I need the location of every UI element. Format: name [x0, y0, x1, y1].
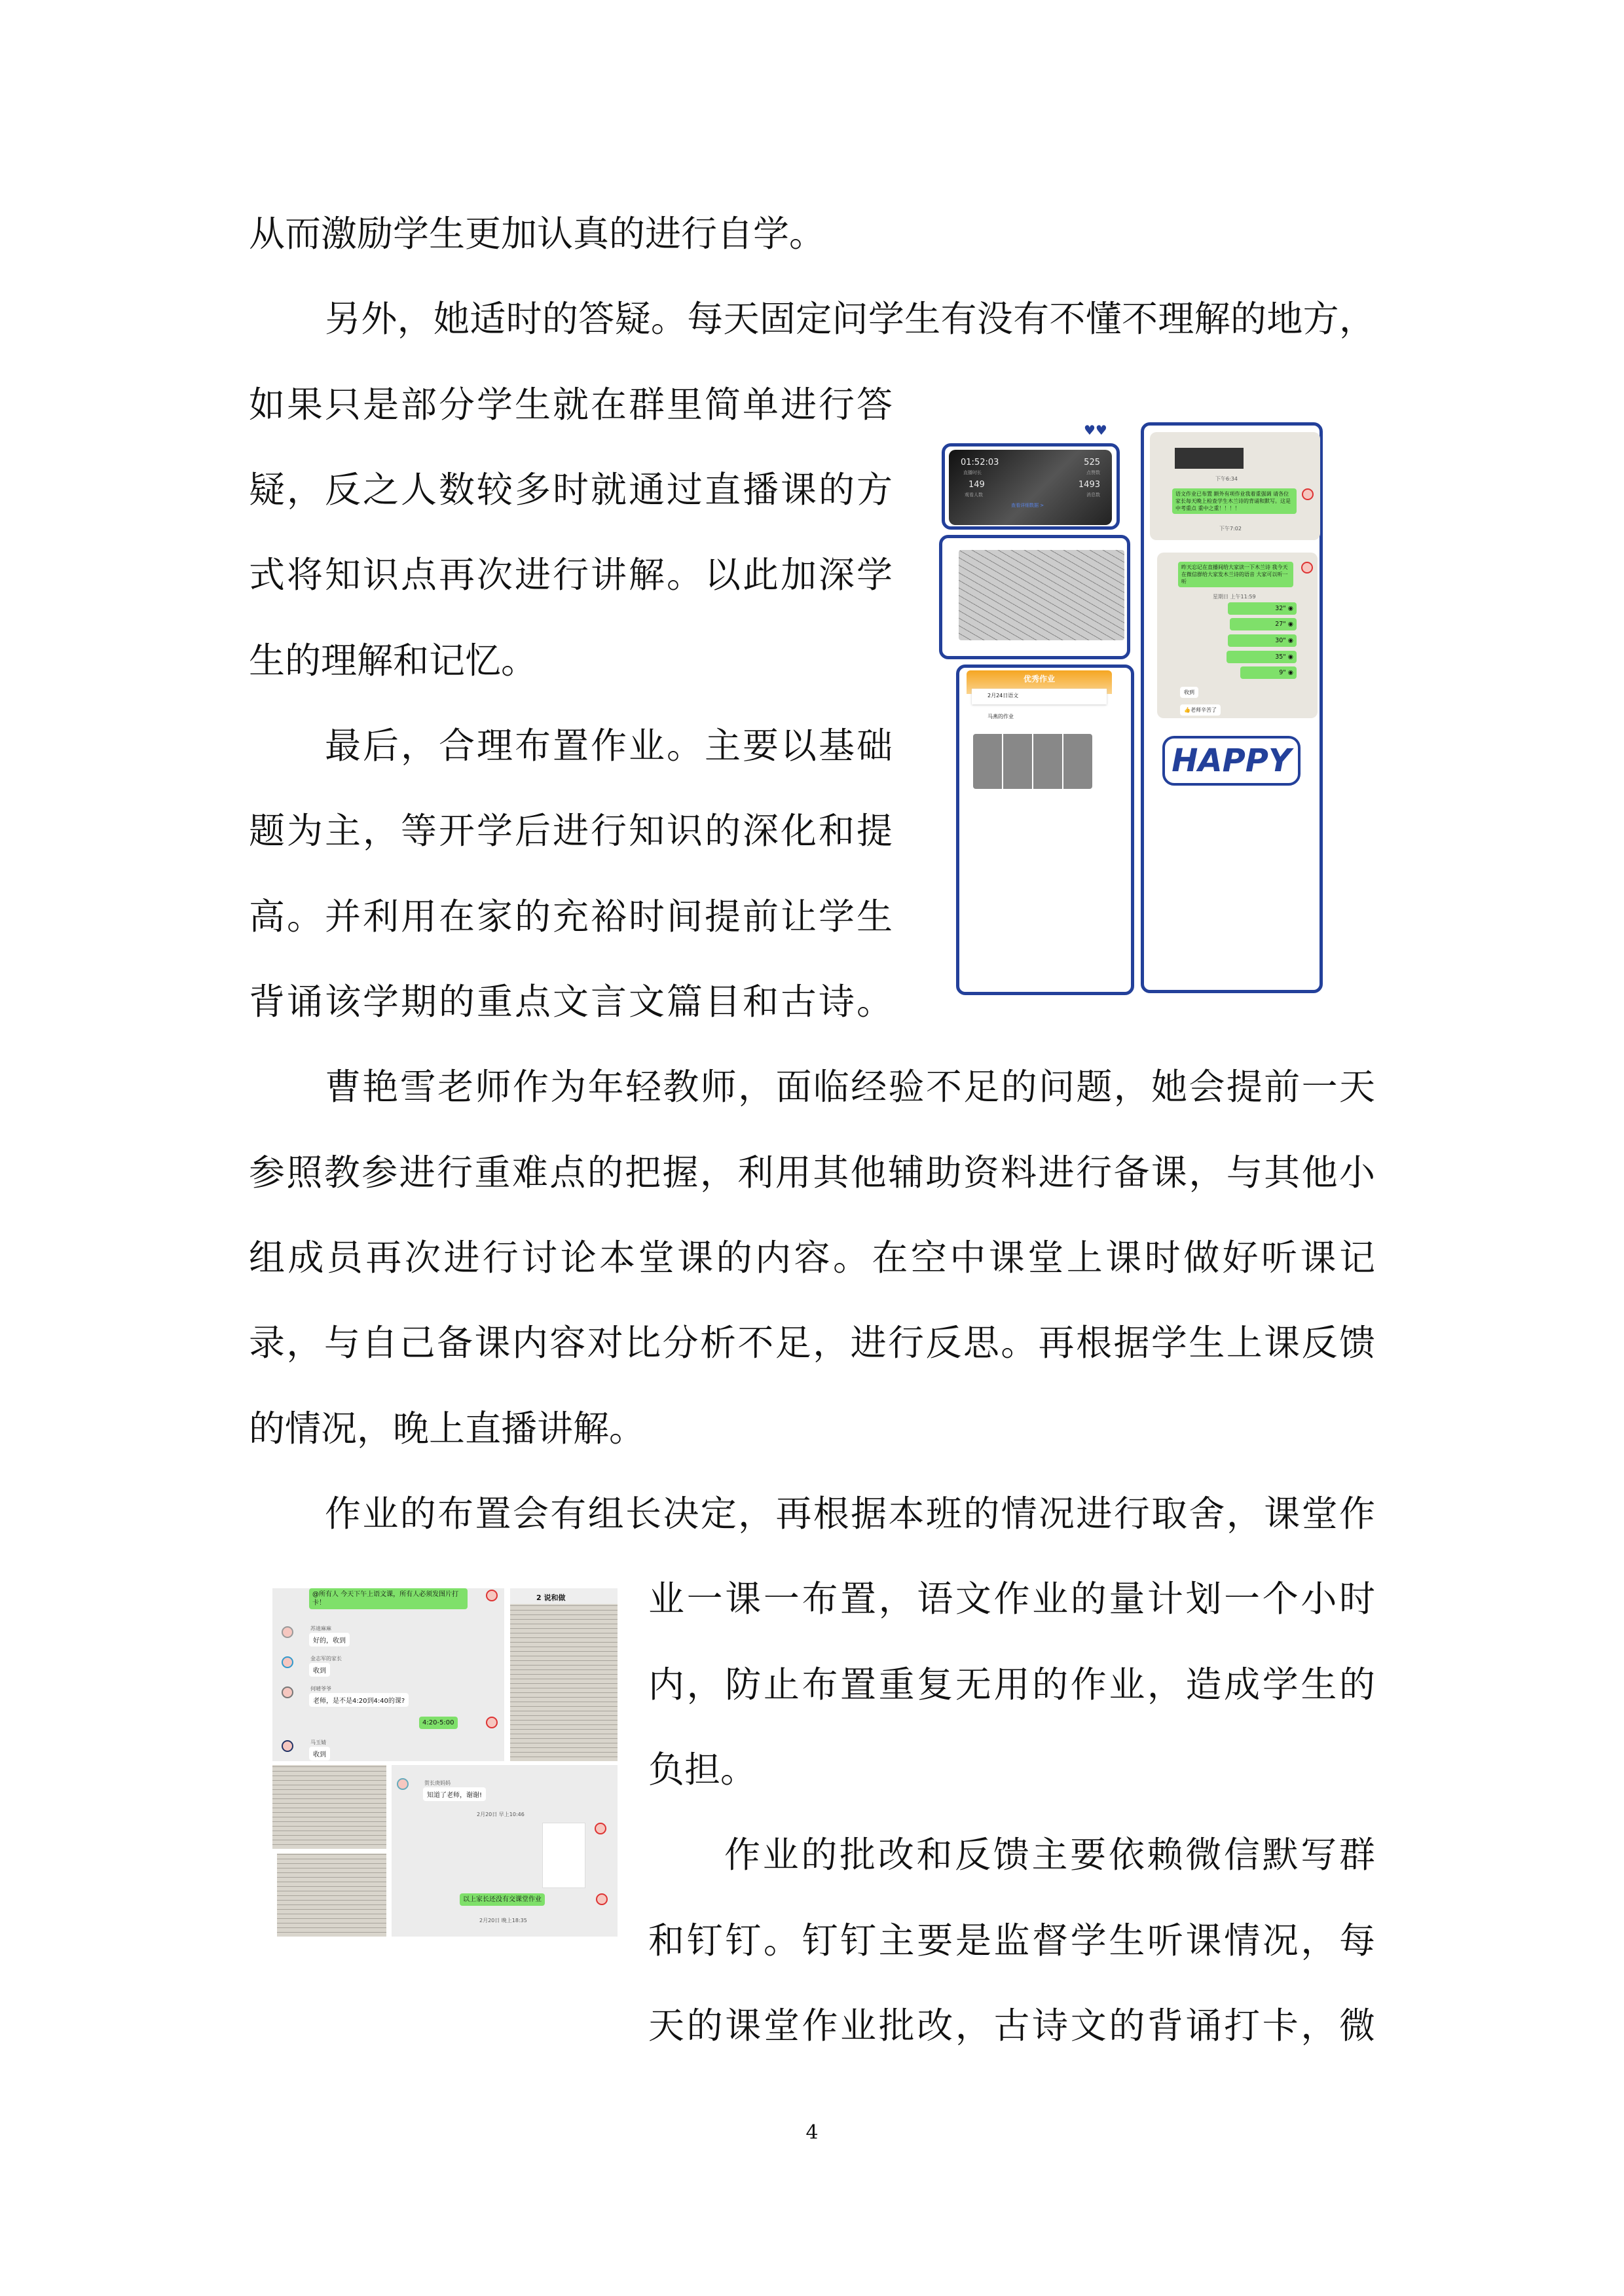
- video-thumbnail: [1175, 448, 1244, 469]
- text-line: 业一课一布置，语文作业的量计划一个小时: [648, 1578, 1375, 1620]
- photo-grid: [973, 734, 1092, 789]
- screenshot-thumbnail: [542, 1823, 585, 1888]
- chat-bubble: 好的，收到: [309, 1633, 350, 1647]
- avatar: [596, 1893, 608, 1905]
- textbook-photo: [510, 1588, 618, 1761]
- sender-name: 贺长庚妈妈: [424, 1780, 451, 1786]
- chat-bubble: 老师，是不是4:20到4:40的课?: [309, 1693, 409, 1707]
- voice-duration: 32": [1275, 605, 1286, 612]
- happy-doodle: HAPPY: [1162, 736, 1301, 786]
- text-line: 另外，她适时的答疑。每天固定问学生有没有不懂不理解的地方，: [325, 298, 1375, 340]
- text-line: 疑，反之人数较多时就通过直播课的方: [249, 469, 893, 511]
- voice-message[interactable]: 30" ◉: [1228, 634, 1297, 647]
- avatar: [397, 1778, 409, 1790]
- voice-duration: 35": [1275, 653, 1286, 661]
- chat-bubble: @所有人 今天下午上语文课，所有人必须发图片打卡！: [309, 1588, 468, 1609]
- stat-duration: 01:52:03: [961, 458, 999, 467]
- chat-bubble: 知道了老师，谢谢!: [423, 1787, 486, 1801]
- homework-grid-photo: [959, 550, 1124, 640]
- stat-messages: 1493: [1078, 480, 1100, 490]
- text-line: 负担。: [648, 1749, 757, 1791]
- timestamp: 下午7:02: [1219, 526, 1242, 532]
- avatar: [282, 1656, 293, 1668]
- timestamp: 下午6:34: [1215, 476, 1238, 482]
- chat-screenshot: [272, 1588, 504, 1761]
- textbook-photo: [277, 1853, 386, 1937]
- text-line: 作业的批改和反馈主要依赖微信默写群: [724, 1834, 1375, 1876]
- avatar: [486, 1717, 498, 1728]
- chat-screenshot: [392, 1765, 618, 1937]
- voice-message[interactable]: 9" ◉: [1240, 666, 1297, 679]
- chat-screenshot: [1150, 432, 1320, 540]
- card-title: 优秀作业: [967, 670, 1112, 694]
- voice-duration: 27": [1275, 621, 1286, 628]
- chat-bubble: 收到: [309, 1663, 330, 1677]
- text-line: 组成员再次进行讨论本堂课的内容。在空中课堂上课时做好听课记: [249, 1237, 1375, 1279]
- text-line: 参照教参进行重难点的把握，利用其他辅助资料进行备课，与其他小: [249, 1152, 1375, 1194]
- avatar: [595, 1823, 606, 1834]
- voice-duration: 30": [1275, 637, 1286, 644]
- text-line: 曹艳雪老师作为年轻教师，面临经验不足的问题，她会提前一天: [325, 1066, 1375, 1108]
- sender-name: 金志军的家长: [310, 1656, 342, 1662]
- text-line: 式将知识点再次进行讲解。以此加深学: [249, 554, 893, 596]
- text-line: 天的课堂作业批改，古诗文的背诵打卡，微: [648, 2005, 1375, 2047]
- homework-app-card: [967, 670, 1112, 793]
- stat-likes: 525: [1084, 458, 1100, 467]
- book-title: 2 说和做: [510, 1588, 618, 1604]
- sender-name: 苏迪麻麻: [310, 1626, 331, 1631]
- voice-message[interactable]: 27" ◉: [1230, 618, 1297, 630]
- timestamp: 星期日 上午11:59: [1213, 594, 1256, 600]
- page-number: 4: [805, 2121, 819, 2144]
- text-line: 如果只是部分学生就在群里简单进行答: [249, 384, 893, 426]
- sender-name: 马玉婧: [310, 1740, 326, 1745]
- voice-duration: 9": [1279, 669, 1286, 676]
- text-line: 录，与自己备课内容对比分析不足，进行反思。再根据学生上课反馈: [249, 1322, 1375, 1364]
- chat-bubble: 4:20-5:00: [419, 1717, 458, 1729]
- text-line: 从而激励学生更加认真的进行自学。: [249, 213, 826, 255]
- text-line: 的情况，晚上直播讲解。: [249, 1408, 646, 1449]
- stat-label: 点赞数: [1086, 470, 1100, 475]
- chat-bubble: 语文作业已布置 额外有项作业我着重强调 请各位家长每天晚上检查学生木兰诗的背诵和默写。这是中考重点 重中之重！！！！: [1172, 488, 1297, 514]
- collage-livestream-homework: [936, 417, 1324, 999]
- voice-message[interactable]: 32" ◉: [1228, 602, 1297, 615]
- text-line: 内，防止布置重复无用的作业，造成学生的: [648, 1664, 1375, 1705]
- sender-name: 何晴爷爷: [310, 1686, 331, 1692]
- chat-bubble: 收到: [309, 1747, 330, 1760]
- chat-bubble: 收到: [1180, 687, 1198, 698]
- avatar: [282, 1740, 293, 1752]
- stat-label: 直播时长: [963, 470, 982, 475]
- timestamp: 2月20日 晚上18:35: [479, 1918, 527, 1923]
- chat-screenshot: [1157, 553, 1318, 718]
- chat-bubble: 昨天忘记在直播间给大家读一下木兰诗 我今天在微信群给大家发木兰诗的语音 大家可以听一听: [1178, 562, 1293, 587]
- avatar: [282, 1626, 293, 1638]
- avatar: [486, 1590, 498, 1601]
- stat-viewers: 149: [969, 480, 985, 490]
- stat-label: 观看人数: [965, 492, 983, 498]
- timestamp: 2月20日 早上10:46: [477, 1812, 525, 1817]
- avatar: [1301, 562, 1313, 574]
- avatar: [1302, 488, 1314, 500]
- text-line: 背诵该学期的重点文言文篇目和古诗。: [249, 981, 893, 1023]
- livestream-stats-card: [949, 450, 1112, 525]
- textbook-photo: [272, 1765, 386, 1849]
- text-line: 题为主，等开学后进行知识的深化和提: [249, 810, 893, 852]
- homework-item[interactable]: 2月24日语文: [972, 689, 1107, 704]
- avatar: [282, 1686, 293, 1698]
- collage-wechat-homework: [263, 1576, 618, 2045]
- student-homework-label: 马燕的作业: [987, 714, 1014, 720]
- chat-bubble: 以上家长还没有交课堂作业: [460, 1893, 545, 1906]
- text-line: 和钉钉。钉钉主要是监督学生听课情况，每: [648, 1920, 1375, 1961]
- details-link: 查看详细数据 >: [1011, 503, 1044, 508]
- text-line: 最后，合理布置作业。主要以基础: [325, 725, 893, 767]
- text-line: 作业的布置会有组长决定，再根据本班的情况进行取舍，课堂作: [325, 1493, 1375, 1535]
- stat-label: 消息数: [1086, 492, 1100, 498]
- chat-bubble: 👍老师辛苦了: [1180, 704, 1221, 716]
- hearts-icon: ♥♥: [1084, 422, 1107, 438]
- text-line: 高。并利用在家的充裕时间提前让学生: [249, 896, 893, 938]
- voice-message[interactable]: 35" ◉: [1227, 651, 1297, 663]
- text-line: 生的理解和记忆。: [249, 640, 538, 682]
